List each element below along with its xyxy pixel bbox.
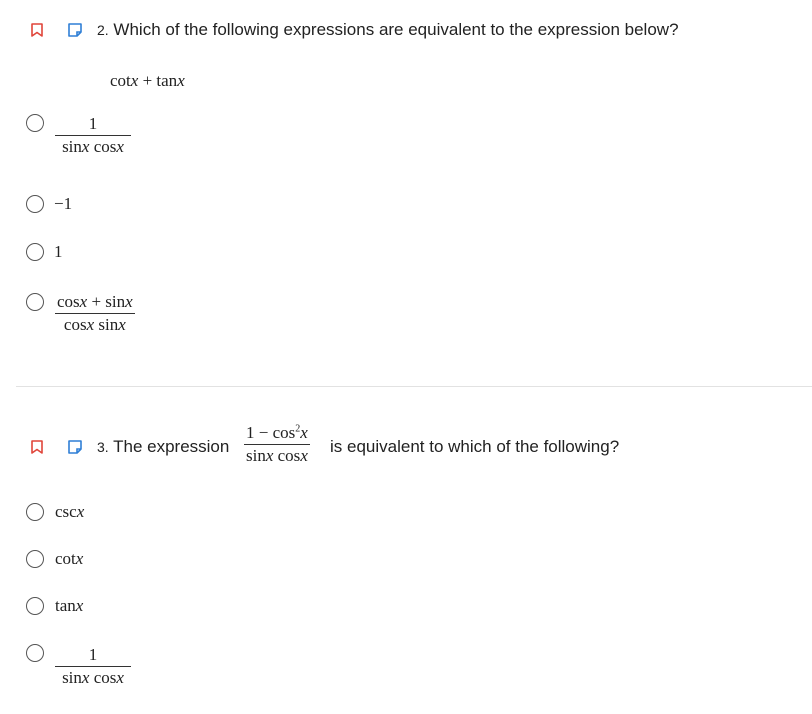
q3-option-b-label: cotx <box>55 549 84 568</box>
question-number: 2. <box>97 22 109 38</box>
question-3-expression: $\frac{1 - \cos^2x}{\text{sinx cosx}}$ <box>246 423 308 465</box>
q2-option-b-label: −1 <box>54 194 73 213</box>
q3-option-a-label: cscx <box>55 502 85 521</box>
bookmark-icon[interactable] <box>30 440 44 454</box>
question-divider <box>16 386 812 387</box>
q3-option-c-label: tanx <box>55 596 84 615</box>
q3-option-d-radio[interactable] <box>26 644 44 662</box>
q3-option-d-label: $\frac{1}{\text{sinx cosx}}$ <box>55 645 131 688</box>
q3-option-a-radio[interactable] <box>26 503 44 521</box>
question-2-text <box>97 20 679 40</box>
q2-option-a-radio[interactable] <box>26 114 44 132</box>
q2-option-a-label: $\frac{1}{\text{sinx cosx}}$ <box>55 114 131 157</box>
q3-option-b-radio[interactable] <box>26 550 44 568</box>
question-3-text-pre <box>97 437 229 457</box>
question-prompt: Which of the following expressions are equivalent to the expression below? <box>113 20 679 39</box>
note-icon[interactable] <box>67 439 83 455</box>
question-prompt: The expression <box>113 437 230 456</box>
q3-option-c-radio[interactable] <box>26 597 44 615</box>
question-3-text-post: is equivalent to which of the following? <box>330 437 620 456</box>
q2-option-d-radio[interactable] <box>26 293 44 311</box>
q2-option-c-radio[interactable] <box>26 243 44 261</box>
q2-option-d-label: $\frac{\cos x + \sin x}{\text{cosx sinx}}$ <box>57 292 133 334</box>
bookmark-icon[interactable] <box>30 23 44 37</box>
note-icon[interactable] <box>67 22 83 38</box>
q2-option-b-radio[interactable] <box>26 195 44 213</box>
q2-option-c-label: 1 <box>54 242 63 261</box>
question-number: 3. <box>97 439 109 455</box>
question-2-expression: cotx + tanx <box>110 71 185 90</box>
